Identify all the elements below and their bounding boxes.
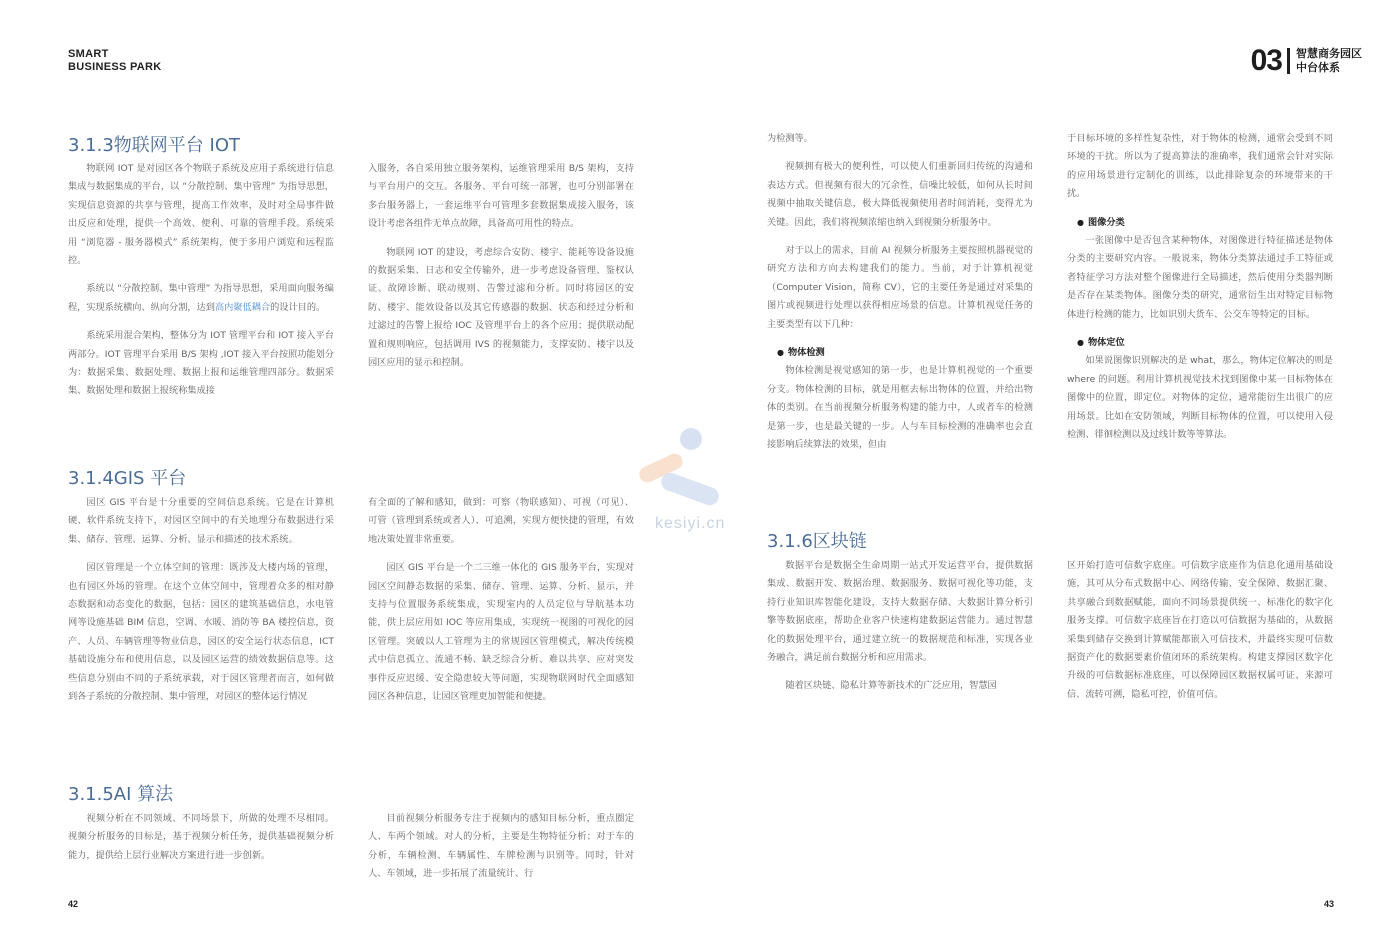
iot-column-2	[368, 160, 634, 382]
paragraph: 物体检测是视觉感知的第一步，也是计算机视觉的一个重要分支。物体检测的目标，就是用框去标出物体的位置，并给出物体的类别。在当前视频分析服务构建的能力中，人或者车的检测是第一步，也是最关键的一步。人与车目标检测的准确率也会直接影响后续算法的效果，但由	[767, 365, 1033, 451]
gis-column-2	[368, 494, 634, 716]
iot-column-1	[68, 160, 334, 411]
text-run: 的设计目的。	[270, 301, 326, 313]
chapter-title	[1296, 47, 1362, 75]
paragraph: 物联网 IOT 是对园区各个物联子系统及应用子系统进行信息集成与数据集成的平台，以 “分散控制、集中管理” 为指导思想，实现信息资源的共享与管理，提高工作效率，及时对全局事件做出反应和处理，提供一个高效、便利、可靠的管理手段。系统采用 “浏览器 - 服务器模式” 系统架构，便于多用户浏览和远程监控。	[68, 163, 334, 267]
paragraph: 视频拥有极大的便利性，可以使人们重新回归传统的沟通和表达方式。但视频有很大的冗余性，信噪比较低，如何从长时间视频中抽取关键信息，极大降低视频使用者时间消耗，变得尤为关键。因此，我们将视频浓缩也纳入到视频分析服务中。	[767, 161, 1033, 228]
paragraph: 园区 GIS 平台是十分重要的空间信息系统。它是在计算机硬、软件系统支持下，对园区空间中的有关地理分布数据进行采集、储存、管理、运算、分析、显示和描述的技术系统。	[68, 497, 334, 545]
gis-column-1	[68, 494, 334, 716]
paragraph: 视频分析在不同领域、不同场景下，所做的处理不尽相同。视频分析服务的目标是，基于视频分析任务，提供基础视频分析能力，提供给上层行业解决方案进行进一步创新。	[68, 813, 334, 861]
blockchain-column-2	[1067, 557, 1333, 714]
paragraph: 园区管理是一个立体空间的管理：既涉及大楼内场的管理，也有园区外场的管理。在这个立体空间中，管理着众多的相对静态数据和动态变化的数据，包括：园区的建筑基础信息，水电管网等设施基础 BIM 信息，空调、水暖、消防等 BA 楼控信息，资产、人员、车辆管理等物业信息，园区的安全运行状态信息，ICT 基础设施分布和使用信息，以及园区运营的绩效数据信息等。这些信息分别由不同的子系统承载，对于园区管理者而言，如何做到各子系统的分散控制、集中管理，对园区的整体运行情况	[68, 562, 334, 703]
bullet-icon: ●	[1077, 217, 1084, 227]
section-heading-iot: 3.1.3物联网平台 IOT	[68, 135, 240, 156]
paragraph: 园区 GIS 平台是一个二三维一体化的 GIS 服务平台，实现对园区空间静态数据的采集、储存、管理、运算、分析、显示，并支持与位置服务系统集成，实现室内的人员定位与导航基本功能，供上层应用如 IOC 等应用集成，实现统一视图的可视化的园区管理。突破以人工管理为主的常规园区管理模式，解决传统模式中信息孤立、流通不畅、缺乏综合分析、难以共享、应对突发事件反应迟缓、安全隐患较大等问题，实现物联网时代全面感知园区各种信息，让园区管理更加智能和便捷。	[368, 562, 634, 703]
chapter-mark	[1251, 46, 1362, 76]
paragraph: 目前视频分析服务专注于视频内的感知目标分析，重点圈定人、车两个领域。对人的分析，主要是生物特征分析；对于车的分析，车辆检测、车辆属性、车牌检测与识别等。同时，针对人、车领域，进一步拓展了流量统计、行	[368, 813, 634, 880]
paragraph: 为检测等。	[767, 133, 813, 144]
ai-column-3	[767, 130, 1033, 465]
text-run: 系统以 “分散控制、集中管理” 为指导思想，采用面向服务编程，实现系统横向、纵向分割，达到	[68, 283, 334, 313]
paragraph: 于目标环境的多样性复杂性，对于物体的检测，通常会受到不同环境的干扰。所以为了提高算法的准确率，我们通常会针对实际的应用场景进行定制化的训练，以此排除复杂的环境带来的干扰。	[1067, 133, 1333, 200]
paragraph: 如果说图像识别解决的是 what，那么，物体定位解决的则是 where 的问题。利用计算机视觉技术找到图像中某一目标物体在图像中的位置，即定位。对物体的定位，通常能衍生出很广的应用场景。比如在安防领域，判断目标物体的位置，可以使用入侵检测、徘徊检测以及过线计数等等算法。	[1067, 355, 1333, 441]
paragraph: 随着区块链、隐私计算等新技术的广泛应用，智慧园	[785, 680, 997, 692]
ai-column-2	[368, 810, 634, 894]
watermark-runner-body-icon	[659, 470, 722, 507]
chapter-title-line-2: 中台体系	[1296, 61, 1340, 74]
paragraph: 数据平台是数据全生命周期一站式开发运营平台，提供数据集成、数据开发、数据治理、数据服务、数据可视化等功能，支持行业知识库智能化建设，支持大数据存储、大数据计算分析引擎等数据底座，帮助企业客户快速构建数据运营能力。通过智慧化的数据处理平台，通过建立统一的数据规范和标准，实现各业务融合，满足前台数据分析和应用需求。	[767, 560, 1033, 664]
watermark-runner-blue-icon	[680, 428, 702, 450]
blockchain-column-1	[767, 557, 1033, 706]
ai-column-4	[1067, 130, 1333, 455]
bullet-icon: ●	[1077, 338, 1084, 348]
paragraph: 有全面的了解和感知，做到：可察（物联感知）、可视（可见）、可管（管理到系统或者人）、可追溯，实现方便快捷的管理，有效地决策处置非常重要。	[368, 497, 634, 545]
brand-line-1: SMART	[68, 48, 109, 60]
ai-column-1	[68, 810, 334, 875]
chapter-divider	[1287, 48, 1290, 74]
page-number-left: 42	[68, 899, 79, 909]
subheading-text: 物体定位	[1087, 337, 1125, 349]
chapter-number: 03	[1250, 44, 1282, 77]
subheading-object-detection	[767, 344, 1033, 362]
section-heading-ai: 3.1.5AI 算法	[68, 784, 174, 805]
subheading-text: 图像分类	[1087, 216, 1125, 228]
brand-line-2: BUSINESS PARK	[68, 61, 162, 73]
section-heading-gis: 3.1.4GIS 平台	[68, 468, 187, 489]
brand-title	[68, 48, 162, 74]
paragraph	[68, 280, 334, 317]
paragraph: 一张图像中是否包含某种物体，对图像进行特征描述是物体分类的主要研究内容。一般说来，物体分类算法通过手工特征或者特征学习方法对整个图像进行全局描述，然后使用分类器判断是否存在某类物体。图像分类的研究，通常衍生出对特定目标物体进行检测的能力，比如识别大货车、公交车等特定的目标。	[1067, 235, 1333, 320]
subheading-image-classification	[1067, 214, 1333, 232]
subheading-text: 物体检测	[787, 347, 825, 359]
chapter-title-line-1: 智慧商务园区	[1296, 47, 1362, 60]
bullet-icon: ●	[777, 348, 784, 358]
watermark-text: kesiyi.cn	[655, 515, 726, 532]
section-heading-blockchain: 3.1.6区块链	[767, 531, 867, 552]
paragraph: 入服务，各自采用独立服务架构，运维管理采用 B/S 架构，支持与平台用户的交互。各服务、平台可统一部署，也可分别部署在多台服务器上，一套运维平台可管理多套数据集成接入服务，该设计考虑各组件无单点故障，具备高可用性的特点。	[368, 163, 634, 230]
highlight-text: 高内聚低耦合	[215, 301, 271, 313]
paragraph: 系统采用混合架构，整体分为 IOT 管理平台和 IOT 接入平台两部分。IOT 管理平台采用 B/S 架构 ,IOT 接入平台按照功能划分为：数据采集、数据处理、数据上报和运维管理四部分。数据采集、数据处理和数据上报统称集成接	[68, 330, 334, 397]
paragraph: 物联网 IOT 的建设，考虑综合安防、楼宇、能耗等设备设施的数据采集、日志和安全传输外，进一步考虑设备管理、鉴权认证、故障诊断、联动规则、告警过滤和分析。同时将园区的安防、楼宇、能效设备以及其它传感器的数据、状态和经过分析和过滤过的告警上报给 IOC 及管理平台上的各个应用；提供联动配置和规则响应，包括调用 IVS 的视频能力，支撑安防、楼宇以及园区应用的显示和控制。	[368, 246, 634, 369]
subheading-object-localization	[1067, 334, 1333, 352]
paragraph: 区开始打造可信数字底座。可信数字底座作为信息化通用基础设施，其可从分布式数据中心、网络传输、安全保障、数据汇聚、共享融合到数据赋能，面向不同场景提供统一、标准化的数字化服务支撑。可信数字底座旨在打造以可信数据为基础的，从数据采集到储存交换到计算赋能都嵌入可信技术，并最终实现可信数据资产化的数据要素价值闭环的系统架构。构建支撑园区数字化升级的可信数据标准底座，可以保障园区数据权属可证、来源可信、流转可溯，隐私可控，价值可信。	[1067, 560, 1333, 700]
paragraph: 对于以上的需求，目前 AI 视频分析服务主要按照机器视觉的研究方法和方向去构建我们的能力。当前，对于计算机视觉（Computer Vision，简称 CV），它的主要任务是通过对采集的图片或视频进行处理以获得相应场景的信息。计算机视觉任务的主要类型有以下几种：	[767, 245, 1033, 330]
page-number-right: 43	[1323, 899, 1334, 909]
